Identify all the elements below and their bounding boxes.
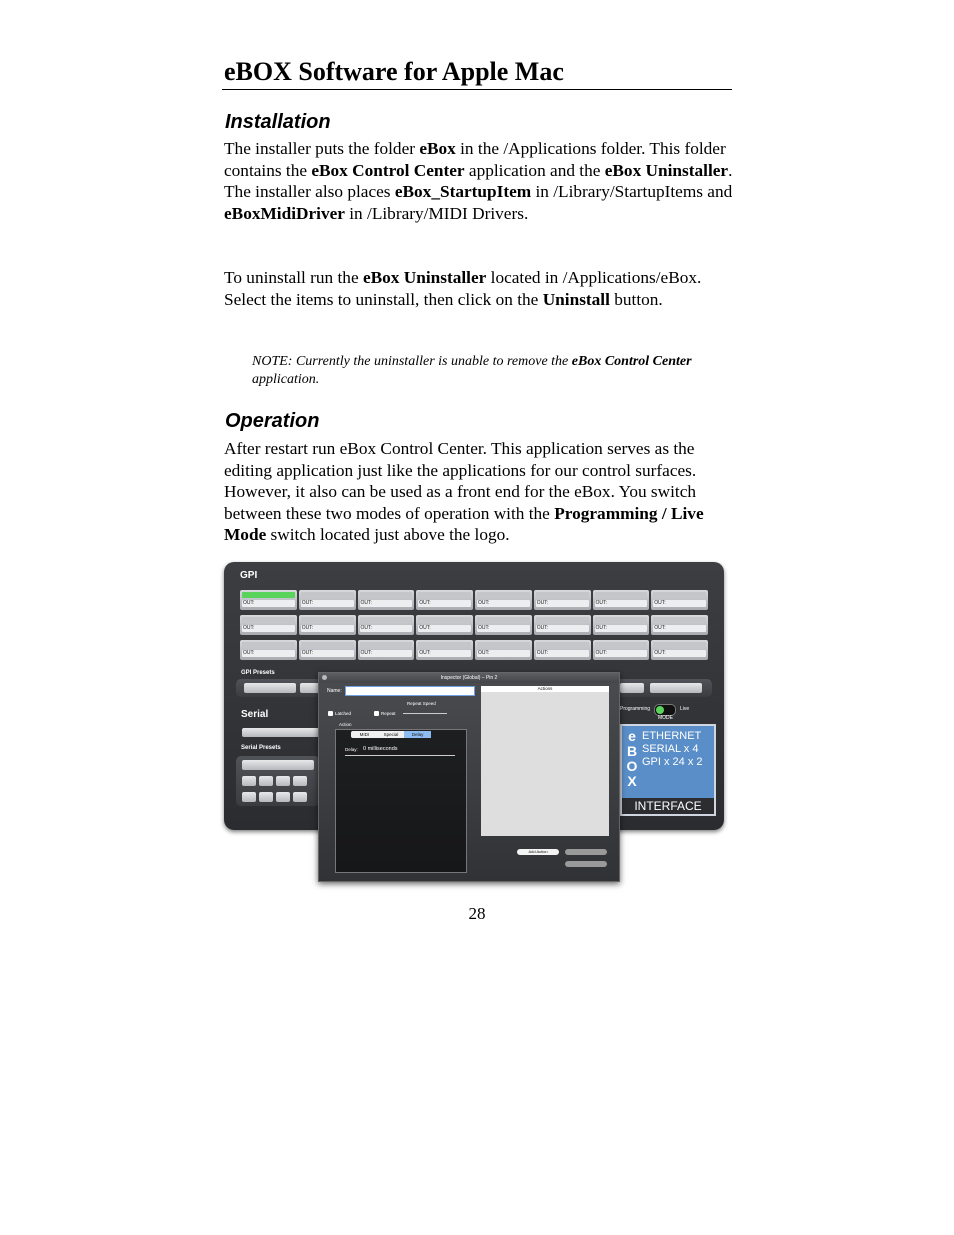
gpi-pin[interactable]: OUT: (240, 590, 297, 610)
gpi-pin[interactable]: OUT: (240, 615, 297, 635)
logo-line: GPI x 24 x 2 (642, 756, 703, 768)
repeat-label: Repeat (381, 711, 396, 716)
gpi-pin[interactable]: OUT: (534, 615, 591, 635)
uninstaller-note (252, 353, 732, 389)
logo-line: ETHERNET (642, 730, 702, 742)
gpi-row-2 (240, 615, 708, 635)
tab-midi[interactable]: MIDI (359, 732, 370, 737)
text-run: application and the (464, 160, 605, 180)
gpi-pin[interactable]: OUT: (651, 590, 708, 610)
actions-header: Actions (481, 686, 609, 692)
disabled-button[interactable] (565, 849, 607, 855)
gpi-pin[interactable]: OUT: (475, 615, 532, 635)
text-run: After restart run eBox Control Center. This application serves as the editing application just like the applications for our control surfaces. However, it also can be used as a front end for the eBox. You switch between these two modes of operation with the (224, 439, 697, 523)
page-title: eBOX Software for Apple Mac (224, 57, 564, 86)
gpi-pin[interactable]: OUT: (593, 640, 650, 660)
gpi-row-1 (240, 590, 708, 610)
name-label: Name: (327, 688, 342, 694)
gpi-preset-button[interactable] (620, 683, 644, 693)
gpi-presets-label: GPI Presets (241, 670, 275, 676)
text-run: in /Library/MIDI Drivers. (344, 203, 529, 223)
bold-term: eBox Control Center (571, 354, 692, 369)
delay-label: Delay: (345, 747, 358, 752)
gpi-pin[interactable]: OUT: (593, 590, 650, 610)
operation-heading: Operation (225, 410, 320, 432)
delay-value: 0 milliseconds (363, 746, 398, 752)
function-key[interactable] (293, 776, 307, 786)
gpi-pin[interactable]: OUT: (534, 590, 591, 610)
gpi-pin[interactable]: OUT: (416, 590, 473, 610)
text-run: switch located just above the logo. (266, 525, 510, 545)
text-run: . The installer also places (224, 160, 733, 202)
action-label: Action (339, 722, 352, 727)
gpi-pin[interactable]: OUT: (651, 615, 708, 635)
name-input[interactable] (345, 686, 475, 696)
text-run: The installer puts the folder (224, 139, 420, 158)
gpi-preset-button[interactable] (650, 683, 702, 693)
text-run: in the /Applications folder. This folder contains the (224, 139, 726, 180)
logo-letter: O (626, 758, 638, 774)
page-number: 28 (468, 904, 486, 923)
bold-term: eBox Uninstaller (604, 160, 729, 180)
gpi-pin[interactable]: OUT: (358, 590, 415, 610)
gpi-pin[interactable]: OUT: (651, 640, 708, 660)
gpi-pin[interactable]: OUT: (299, 615, 356, 635)
logo-interface-text: INTERFACE (622, 798, 714, 814)
bold-term: Uninstall (542, 289, 610, 309)
transport-key[interactable] (242, 792, 256, 802)
serial-presets-label: Serial Presets (241, 745, 281, 751)
live-label: Live (680, 706, 690, 712)
ebox-logo (620, 724, 716, 816)
repeat-speed-slider[interactable] (403, 713, 447, 714)
disabled-button[interactable] (565, 861, 607, 867)
logo-letter: B (626, 743, 638, 759)
text-run: application. (252, 372, 320, 387)
serial-port-button[interactable] (242, 728, 326, 737)
bold-term: eBox Control Center (311, 160, 465, 180)
function-key[interactable] (276, 776, 290, 786)
operation-paragraph (224, 438, 736, 546)
gpi-pin[interactable]: OUT: (358, 640, 415, 660)
mode-label: MODE (658, 715, 673, 721)
add-action-button[interactable]: Add Action (517, 849, 559, 855)
bold-term: eBox_StartupItem (394, 182, 532, 202)
gpi-pin[interactable]: OUT: (416, 615, 473, 635)
action-tabs (351, 731, 431, 738)
text-run: To uninstall run the (224, 268, 363, 287)
installation-paragraph-2 (224, 267, 736, 310)
logo-letters (625, 729, 639, 789)
gpi-pin[interactable]: OUT: (475, 590, 532, 610)
gpi-pin[interactable]: OUT: (475, 640, 532, 660)
logo-letter: X (627, 773, 637, 789)
logo-spec-text (642, 730, 703, 769)
repeat-checkbox[interactable] (374, 711, 379, 716)
latched-label: Latched (335, 711, 352, 716)
gpi-pin[interactable]: OUT: (299, 590, 356, 610)
delay-slider[interactable] (345, 755, 455, 756)
text-run: button. (609, 289, 663, 309)
logo-letter: e (628, 728, 636, 744)
gpi-pin[interactable]: OUT: (299, 640, 356, 660)
tab-special[interactable]: Special (383, 732, 399, 737)
gpi-pin[interactable]: OUT: (534, 640, 591, 660)
ebox-control-center-screenshot (224, 562, 724, 880)
transport-key[interactable] (276, 792, 290, 802)
gang-selector[interactable] (242, 760, 314, 770)
bold-term: eBox Uninstaller (362, 268, 487, 287)
serial-label: Serial (241, 709, 269, 720)
gpi-pin[interactable]: OUT: (416, 640, 473, 660)
inspector-window (318, 672, 620, 882)
programming-label: Programming (620, 706, 651, 712)
function-key[interactable] (259, 776, 273, 786)
gpi-row-3 (240, 640, 708, 660)
tab-delay[interactable]: Delay (404, 731, 431, 738)
gpi-pin[interactable]: OUT: (593, 615, 650, 635)
close-icon[interactable] (322, 675, 327, 680)
serial-presets-area (236, 756, 320, 806)
logo-line: SERIAL x 4 (642, 743, 699, 755)
text-run: NOTE: Currently the uninstaller is unable to remove the (252, 354, 572, 369)
function-key[interactable] (242, 776, 256, 786)
transport-key[interactable] (259, 792, 273, 802)
gpi-label: GPI (240, 570, 258, 581)
actions-list[interactable] (481, 686, 609, 836)
repeat-speed-label: Repeat Speed (407, 701, 436, 706)
bold-term: eBoxMidiDriver (224, 203, 345, 223)
gpi-pin[interactable]: OUT: (358, 615, 415, 635)
bold-term: Programming / Live Mode (224, 503, 704, 545)
text-run: in /Library/StartupItems and (531, 182, 733, 202)
gpi-preset-button[interactable] (244, 683, 296, 693)
gpi-pin[interactable]: OUT: (240, 640, 297, 660)
transport-key[interactable] (293, 792, 307, 802)
bold-term: eBox (419, 139, 456, 158)
title-rule (222, 89, 732, 90)
latched-checkbox[interactable] (328, 711, 333, 716)
installation-heading: Installation (225, 111, 331, 133)
installation-paragraph-1 (224, 138, 736, 224)
inspector-title: Inspector (Global) – Pin 2 (319, 673, 619, 683)
text-run: located in /Applications/eBox. Select the items to uninstall, then click on the (224, 268, 702, 309)
